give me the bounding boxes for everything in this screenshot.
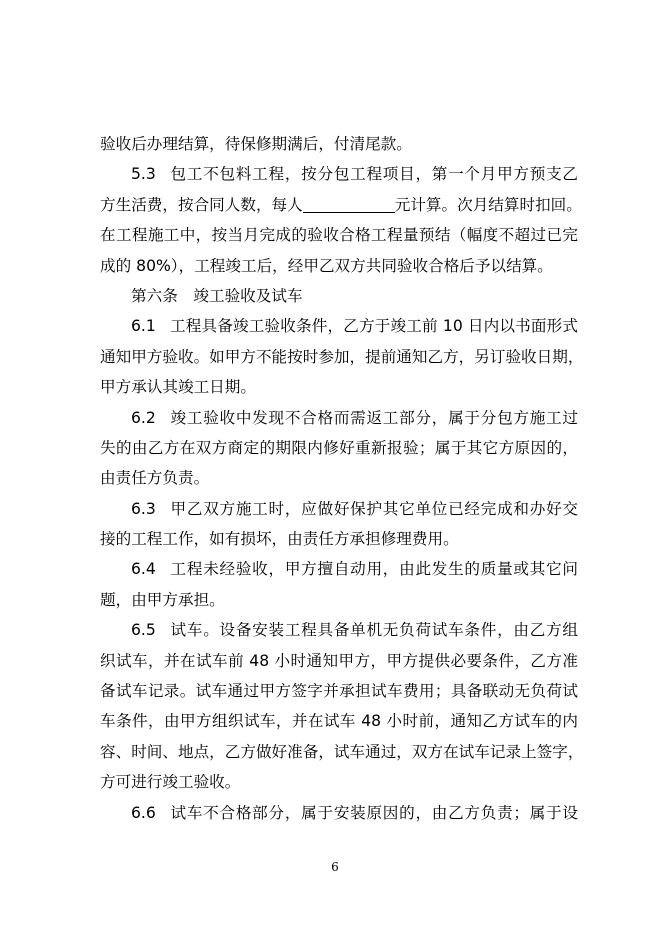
line-text: 甲乙双方施工时，应做好保护其它单位已经完成和办好交 <box>169 499 578 518</box>
text-line <box>100 433 578 463</box>
text-line <box>100 129 578 159</box>
line-text: 备试车记录。试车通过甲方签字并承担试车费用；具备联动无负荷试 <box>100 682 578 701</box>
clause-number: 6.4 <box>131 560 156 579</box>
text-line <box>100 585 578 615</box>
line-text: 方可进行竣工验收。 <box>100 773 241 792</box>
line-text-after-blank: 元计算。次月结算时扣回。 <box>394 195 582 214</box>
text-line <box>100 220 578 250</box>
line-text: 通知甲方验收。如甲方不能按时参加，提前通知乙方，另订验收日期， <box>100 347 584 366</box>
text-line <box>100 251 578 281</box>
text-line <box>100 190 582 220</box>
line-text: 车条件，由甲方组织试车，并在试车 48 小时前，通知乙方试车的内 <box>100 712 578 731</box>
text-line <box>100 342 584 372</box>
text-line <box>100 676 578 706</box>
line-text: 接的工程工作，如有损坏，由责任方承担修理费用。 <box>100 530 459 549</box>
text-line <box>100 646 578 676</box>
line-text: 方生活费，按合同人数，每人 <box>100 195 303 214</box>
clause-number: 6.1 <box>131 317 156 336</box>
line-text: 容、时间、地点，乙方做好准备，试车通过，双方在试车记录上签字， <box>100 742 584 761</box>
line-text: 失的由乙方在双方商定的期限内修好重新报验；属于其它方原因的， <box>100 438 578 457</box>
line-text: 织试车，并在试车前 48 小时通知甲方，甲方提供必要条件，乙方准 <box>100 651 578 670</box>
line-text: 由责任方负责。 <box>100 469 210 488</box>
text-line <box>100 281 578 311</box>
text-line <box>100 403 578 433</box>
text-line <box>100 706 578 736</box>
clause-number: 6.6 <box>131 803 156 822</box>
clause-number: 6.3 <box>131 499 156 518</box>
clause-number: 6.2 <box>131 408 156 427</box>
line-text: 验收后办理结算，待保修期满后，付清尾款。 <box>100 135 412 153</box>
text-line <box>100 159 578 189</box>
text-line <box>100 554 578 584</box>
text-line <box>100 494 578 524</box>
text-line <box>100 767 578 797</box>
line-text: 第六条 竣工验收及试车 <box>131 286 303 305</box>
line-text: 试车不合格部分，属于安装原因的，由乙方负责；属于设 <box>169 803 578 822</box>
line-text: 工程具备竣工验收条件，乙方于竣工前 10 日内以书面形式 <box>169 317 578 336</box>
line-text: 甲方承认其竣工日期。 <box>100 378 256 397</box>
line-text: 试车。设备安装工程具备单机无负荷试车条件，由乙方组 <box>169 621 578 640</box>
line-text: 在工程施工中，按当月完成的验收合格工程量预结（幅度不超过已完 <box>100 226 578 245</box>
text-line <box>100 737 584 767</box>
text-line <box>100 615 578 645</box>
text-line <box>100 311 578 341</box>
line-text: 包工不包料工程，按分包工程项目，第一个月甲方预支乙 <box>169 165 578 184</box>
fill-in-blank <box>303 196 395 213</box>
text-line <box>100 463 578 493</box>
text-line <box>100 798 578 828</box>
line-text: 成的 80%），工程竣工后，经甲乙双方共同验收合格后予以结算。 <box>100 256 553 275</box>
line-text: 题，由甲方承担。 <box>100 590 225 609</box>
document-body <box>100 129 584 828</box>
clause-number: 5.3 <box>131 165 156 184</box>
line-text: 工程未经验收，甲方擅自动用，由此发生的质量或其它问 <box>169 560 578 579</box>
line-text: 竣工验收中发现不合格而需返工部分，属于分包方施工过 <box>169 408 578 427</box>
text-line <box>100 372 578 402</box>
clause-number: 6.5 <box>131 621 156 640</box>
text-line <box>100 524 578 554</box>
page-number: 6 <box>331 860 339 874</box>
